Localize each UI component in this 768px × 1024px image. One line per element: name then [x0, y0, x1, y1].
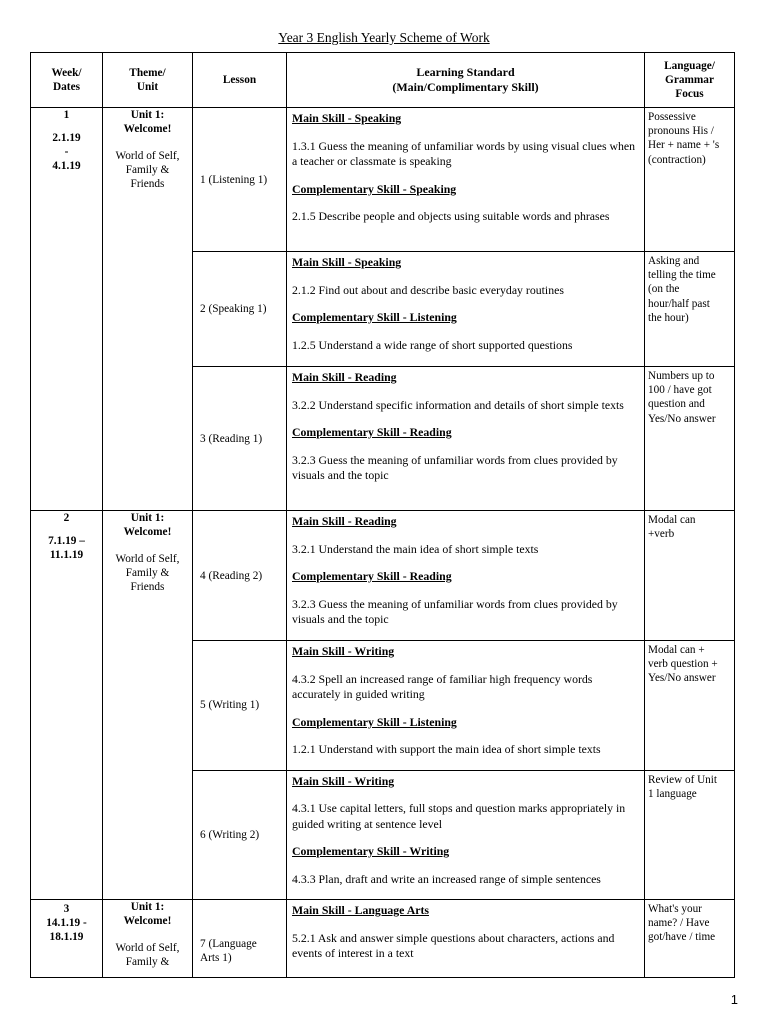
header-theme-line: Unit	[136, 81, 159, 93]
header-theme-line: Theme/	[129, 67, 166, 79]
lesson-label: 5 (Writing 1)	[200, 699, 260, 712]
week-date-line: 7.1.19 –	[48, 535, 85, 547]
lesson-label: 6 (Writing 2)	[200, 828, 260, 841]
complementary-standard: 4.3.3 Plan, draft and write an increased range of simple sentences	[292, 871, 601, 886]
focus-line: Possessive	[648, 111, 696, 123]
lesson-label: 4 (Reading 2)	[200, 569, 263, 582]
main-standard: 4.3.2 Spell an increased range of familiar high frequency words accurately in guided writing	[292, 671, 593, 701]
theme-text	[103, 941, 192, 969]
focus-cell	[645, 252, 735, 367]
theme-line: Friends	[130, 178, 165, 190]
lesson-cell	[193, 900, 287, 978]
standard-cell	[287, 367, 645, 511]
page-number: 1	[730, 992, 738, 1007]
focus-line: +verb	[648, 528, 675, 541]
table-row	[31, 900, 735, 978]
header-focus-line: Focus	[675, 88, 704, 100]
lesson-label: Arts 1)	[200, 951, 232, 964]
focus-line: telling the time	[648, 269, 716, 282]
week-number: 1	[63, 109, 70, 121]
table-row	[31, 511, 735, 641]
lesson-label: 3 (Reading 1)	[200, 432, 263, 445]
header-standard-line: Learning Standard	[416, 65, 515, 79]
standard-cell	[287, 641, 645, 771]
lesson-label: 1 (Listening 1)	[200, 173, 268, 186]
main-skill: Main Skill - Speaking	[292, 255, 402, 269]
main-skill: Main Skill - Speaking	[292, 111, 402, 125]
lesson-cell	[193, 108, 287, 252]
focus-cell	[645, 108, 735, 252]
complementary-standard: 1.2.5 Understand a wide range of short supported questions	[292, 337, 573, 352]
focus-cell	[645, 367, 735, 511]
header-week-line: Week/	[51, 67, 82, 79]
week-date-line: 11.1.19	[49, 549, 84, 561]
standard-cell	[287, 108, 645, 252]
table-row	[31, 108, 735, 252]
focus-cell	[645, 770, 735, 900]
complementary-skill: Complementary Skill - Listening	[292, 310, 457, 324]
theme-line: World of Self,	[115, 942, 180, 954]
complementary-skill: Complementary Skill - Reading	[292, 569, 452, 583]
theme-cell	[103, 108, 193, 511]
page-title: Year 3 English Yearly Scheme of Work	[278, 30, 490, 45]
main-standard: 3.2.1 Understand the main idea of short simple texts	[292, 541, 539, 556]
main-skill: Main Skill - Writing	[292, 644, 395, 658]
standard-cell	[287, 900, 645, 978]
main-standard: 4.3.1 Use capital letters, full stops and question marks appropriately in guided writing at sentence level	[292, 801, 626, 831]
unit-line: Unit 1:	[130, 901, 165, 913]
main-skill: Main Skill - Reading	[292, 514, 397, 528]
unit-line: Welcome!	[123, 526, 172, 538]
complementary-standard: 3.2.3 Guess the meaning of unfamiliar words from clues provided by visuals and the topic	[292, 596, 618, 626]
lesson-cell	[193, 252, 287, 367]
focus-cell	[645, 511, 735, 641]
main-standard: 5.2.1 Ask and answer simple questions about characters, actions and events of interest in a text	[292, 930, 615, 960]
lesson-cell	[193, 641, 287, 771]
focus-line: Review of Unit	[648, 773, 717, 786]
main-skill: Main Skill - Writing	[292, 773, 395, 788]
theme-text	[103, 149, 192, 191]
week-number: 3	[63, 903, 70, 915]
week-date-line: 18.1.19	[49, 931, 84, 943]
week-cell	[31, 108, 103, 511]
focus-line: Modal can	[648, 514, 696, 526]
unit-line: Unit 1:	[130, 512, 165, 524]
header-focus	[645, 53, 735, 108]
complementary-standard: 3.2.3 Guess the meaning of unfamiliar words from clues provided by visuals and the topic	[292, 452, 618, 482]
theme-cell	[103, 900, 193, 978]
header-standard-line: (Main/Complimentary Skill)	[392, 80, 539, 94]
focus-line: Yes/No answer	[648, 412, 716, 425]
focus-line: question and	[648, 398, 705, 411]
main-standard: 2.1.2 Find out about and describe basic everyday routines	[292, 282, 564, 297]
complementary-standard: 2.1.5 Describe people and objects using suitable words and phrases	[292, 209, 610, 223]
focus-line: Her + name + 's	[648, 139, 720, 152]
standard-cell	[287, 770, 645, 900]
focus-line: Numbers up to	[648, 370, 715, 382]
theme-line: Friends	[130, 581, 165, 593]
unit-line: Welcome!	[123, 915, 172, 927]
theme-line: World of Self,	[115, 150, 180, 162]
focus-line: the hour)	[648, 311, 689, 324]
week-date-line: 4.1.19	[52, 160, 81, 172]
focus-line: What's your	[648, 903, 702, 915]
theme-line: Family &	[125, 164, 170, 176]
main-standard: 1.3.1 Guess the meaning of unfamiliar words by using visual clues when a teacher or classmate is speaking	[292, 138, 636, 168]
header-lesson-line: Lesson	[222, 74, 257, 86]
focus-line: got/have / time	[648, 931, 716, 944]
focus-line: hour/half past	[648, 297, 710, 310]
focus-line: pronouns His /	[648, 125, 714, 138]
week-date-line: 14.1.19 -	[46, 917, 87, 929]
focus-line: 1 language	[648, 787, 697, 800]
lesson-cell	[193, 367, 287, 511]
focus-line: Yes/No answer	[648, 672, 716, 685]
lesson-cell	[193, 511, 287, 641]
focus-line: Modal can +	[648, 644, 705, 656]
main-skill: Main Skill - Reading	[292, 370, 397, 384]
header-week-line: Dates	[53, 81, 80, 93]
theme-line: World of Self,	[115, 553, 180, 565]
focus-line: (on the	[648, 283, 680, 296]
complementary-standard: 1.2.1 Understand with support the main idea of short simple texts	[292, 742, 601, 756]
theme-line: Family &	[125, 956, 170, 968]
main-standard: 3.2.2 Understand specific information and details of short simple texts	[292, 397, 624, 412]
standard-cell	[287, 511, 645, 641]
header-lesson	[193, 53, 287, 108]
header-standard	[287, 53, 645, 108]
focus-line: verb question +	[648, 658, 718, 671]
focus-cell	[645, 641, 735, 771]
lesson-label: 2 (Speaking 1)	[200, 303, 267, 315]
theme-text	[103, 552, 192, 594]
standard-cell	[287, 252, 645, 367]
unit-line: Unit 1:	[130, 109, 165, 121]
focus-line: 100 / have got	[648, 384, 712, 397]
week-date-line: 2.1.19	[52, 132, 81, 144]
unit-line: Welcome!	[123, 123, 172, 135]
focus-line: Asking and	[648, 255, 700, 267]
main-skill: Main Skill - Language Arts	[292, 903, 429, 917]
theme-line: Family &	[125, 567, 170, 579]
lesson-label: 7 (Language	[200, 937, 257, 950]
lesson-cell	[193, 770, 287, 900]
header-focus-line: Grammar	[665, 74, 714, 86]
scheme-table	[30, 52, 735, 978]
week-date-line: -	[64, 146, 69, 158]
week-cell	[31, 900, 103, 978]
header-week	[31, 53, 103, 108]
complementary-skill: Complementary Skill - Listening	[292, 714, 457, 729]
week-dates	[31, 534, 102, 562]
focus-cell	[645, 900, 735, 978]
header-focus-line: Language/	[664, 60, 715, 72]
week-number: 2	[63, 512, 70, 524]
complementary-skill: Complementary Skill - Reading	[292, 425, 452, 439]
focus-line: (contraction)	[648, 153, 706, 166]
theme-cell	[103, 511, 193, 900]
focus-line: name? / Have	[648, 917, 710, 930]
week-dates	[31, 131, 102, 173]
complementary-skill: Complementary Skill - Writing	[292, 844, 450, 858]
complementary-skill: Complementary Skill - Speaking	[292, 181, 457, 196]
week-cell	[31, 511, 103, 900]
header-theme	[103, 53, 193, 108]
